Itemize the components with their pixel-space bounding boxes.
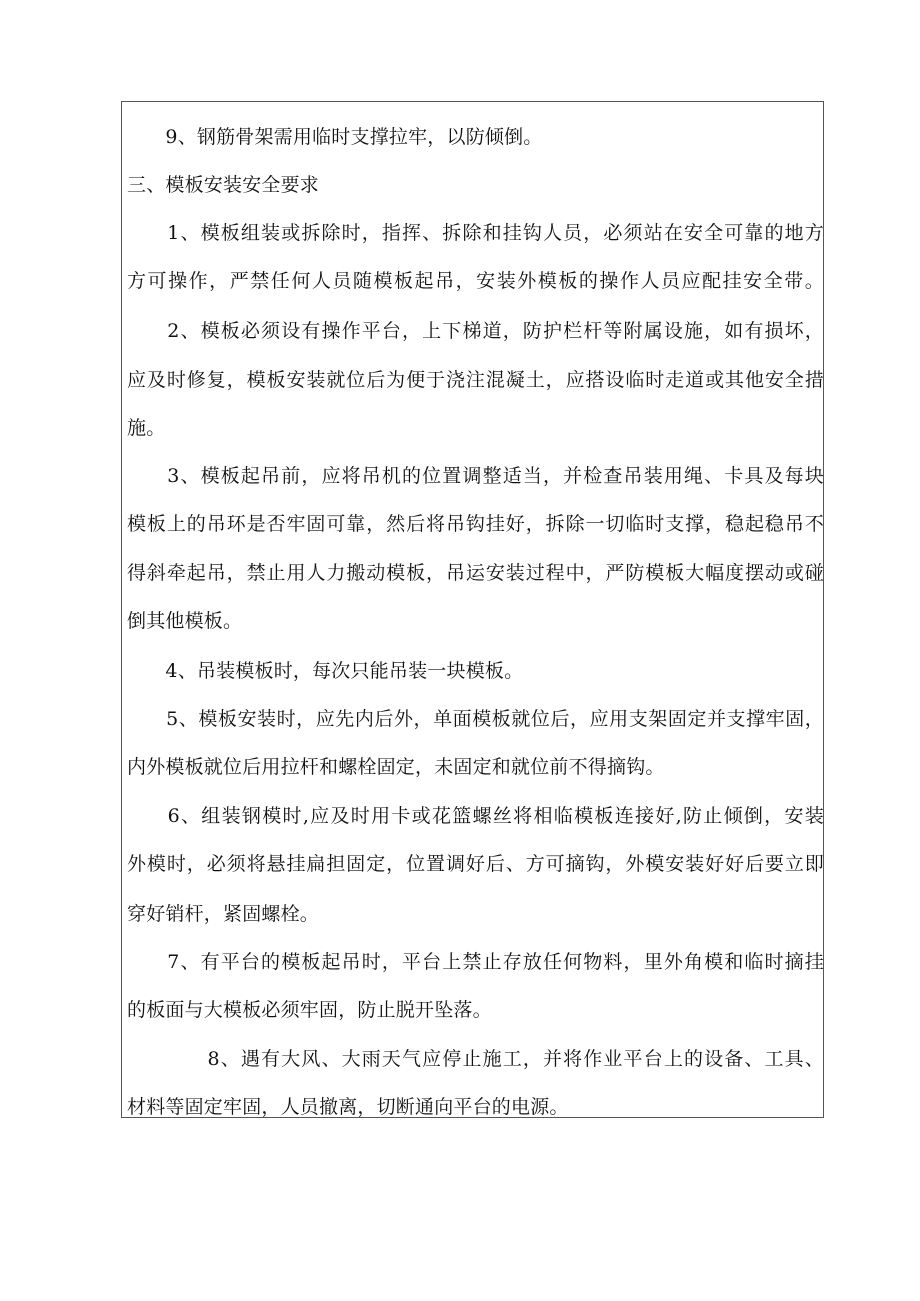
text-line: 施。 [127, 417, 166, 439]
text-line: 1、模板组装或拆除时，指挥、拆除和挂钩人员，必须站在安全可靠的地方 [127, 222, 824, 244]
text-line: 穿好销杆，紧固螺栓。 [127, 903, 320, 925]
text-line: 4、吊装模板时，每次只能吊装一块模板。 [127, 660, 524, 682]
text-line: 6、组装钢模时,应及时用卡或花篮螺丝将相临模板连接好,防止倾倒，安装 [127, 805, 824, 827]
text-line: 模板上的吊环是否牢固可靠，然后将吊钩挂好，拆除一切临时支撑，稳起稳吊不 [127, 513, 824, 535]
text-line: 3、模板起吊前，应将吊机的位置调整适当，并检查吊装用绳、卡具及每块 [127, 465, 824, 487]
text-line: 8、遇有大风、大雨天气应停止施工，并将作业平台上的设备、工具、 [127, 1048, 824, 1070]
text-line: 的板面与大模板必须牢固，防止脱开坠落。 [127, 999, 492, 1021]
text-line: 7、有平台的模板起吊时，平台上禁止存放任何物料，里外角模和临时摘挂 [127, 951, 824, 973]
text-line: 2、模板必须设有操作平台，上下梯道，防护栏杆等附属设施，如有损坏， [127, 320, 824, 342]
text-line: 材料等固定牢固，人员撤离，切断通向平台的电源。 [127, 1096, 569, 1118]
text-line: 外模时，必须将悬挂扁担固定，位置调好后、方可摘钩，外模安装好好后要立即 [127, 853, 824, 875]
document-table-cell [121, 101, 824, 1118]
text-line: 得斜牵起吊，禁止用人力搬动模板，吊运安装过程中，严防模板大幅度摆动或碰 [127, 562, 824, 584]
text-line: 倒其他模板。 [127, 610, 243, 632]
text-line: 5、模板安装时，应先内后外，单面模板就位后，应用支架固定并支撑牢固， [127, 708, 824, 730]
text-line: 内外模板就位后用拉杆和螺栓固定，未固定和就位前不得摘钩。 [127, 756, 665, 778]
section-heading: 三、模板安装安全要求 [127, 174, 320, 196]
text-line: 应及时修复，模板安装就位后为便于浇注混凝土，应搭设临时走道或其他安全措 [127, 369, 824, 391]
text-line: 9、钢筋骨架需用临时支撑拉牢，以防倾倒。 [127, 126, 543, 148]
text-line: 方可操作，严禁任何人员随模板起吊，安装外模板的操作人员应配挂安全带。 [127, 270, 824, 292]
